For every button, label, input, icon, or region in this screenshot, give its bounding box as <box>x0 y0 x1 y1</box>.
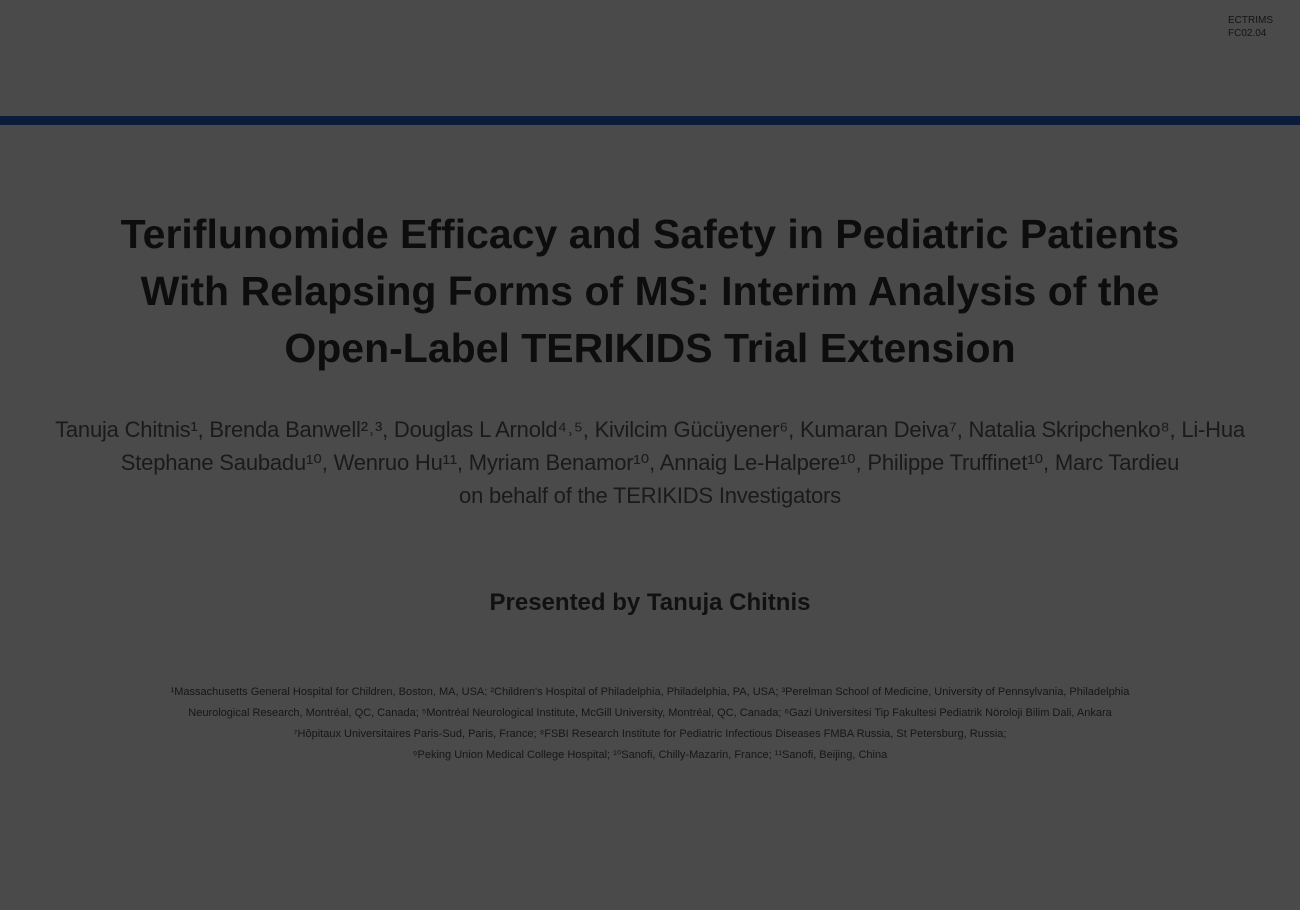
presentation-code <box>1228 14 1300 40</box>
header-divider <box>0 116 1300 125</box>
affiliation-line-2: Neurological Research, Montréal, QC, Canada; ⁵Montréal Neurological Institute, McGill University, Montréal, QC, Canada; ⁶Gazi Universitesi Tip Fakultesi Pediatrik Nöroloji Bilim Dali, Ankara <box>188 707 1112 719</box>
affiliation-line-1: ¹Massachusetts General Hospital for Children, Boston, MA, USA; ²Children's Hospital of Philadelphia, Philadelphia, PA, USA; ³Perelman School of Medicine, University of Pennsylvania, Philadelphia <box>170 686 1130 698</box>
author-list <box>0 413 1300 512</box>
affiliations-block <box>0 682 1300 766</box>
title-line-1: Teriflunomide Efficacy and Safety in Pediatric Patients <box>120 211 1180 257</box>
title-line-2: With Relapsing Forms of MS: Interim Analysis of the <box>140 268 1160 314</box>
authors-line-1: Tanuja Chitnis¹, Brenda Banwell²˒³, Douglas L Arnold⁴˒⁵, Kivilcim Gücüyener⁶, Kumaran Deiva⁷, Natalia Skripchenko⁸, Li-Hua <box>55 417 1245 442</box>
presenter-line: Presented by Tanuja Chitnis <box>489 589 811 616</box>
affiliation-line-3: ⁷Hôpitaux Universitaires Paris-Sud, Paris, France; ⁸FSBI Research Institute for Pediatric Infectious Diseases FMBA Russia, St Petersburg, Russia; <box>293 728 1007 740</box>
slide-title <box>0 206 1300 377</box>
affiliation-line-4: ⁹Peking Union Medical College Hospital; ¹⁰Sanofi, Chilly-Mazarin, France; ¹¹Sanofi, Beijing, China <box>412 749 888 761</box>
session-code: FC02.04 <box>1228 28 1267 39</box>
congress-label: ECTRIMS <box>1228 15 1273 26</box>
title-line-3: Open-Label TERIKIDS Trial Extension <box>284 325 1016 371</box>
authors-line-2: Stephane Saubadu¹⁰, Wenruo Hu¹¹, Myriam Benamor¹⁰, Annaig Le-Halpere¹⁰, Philippe Truffinet¹⁰, Marc Tardieu <box>120 450 1180 475</box>
authors-line-3: on behalf of the TERIKIDS Investigators <box>459 483 841 508</box>
